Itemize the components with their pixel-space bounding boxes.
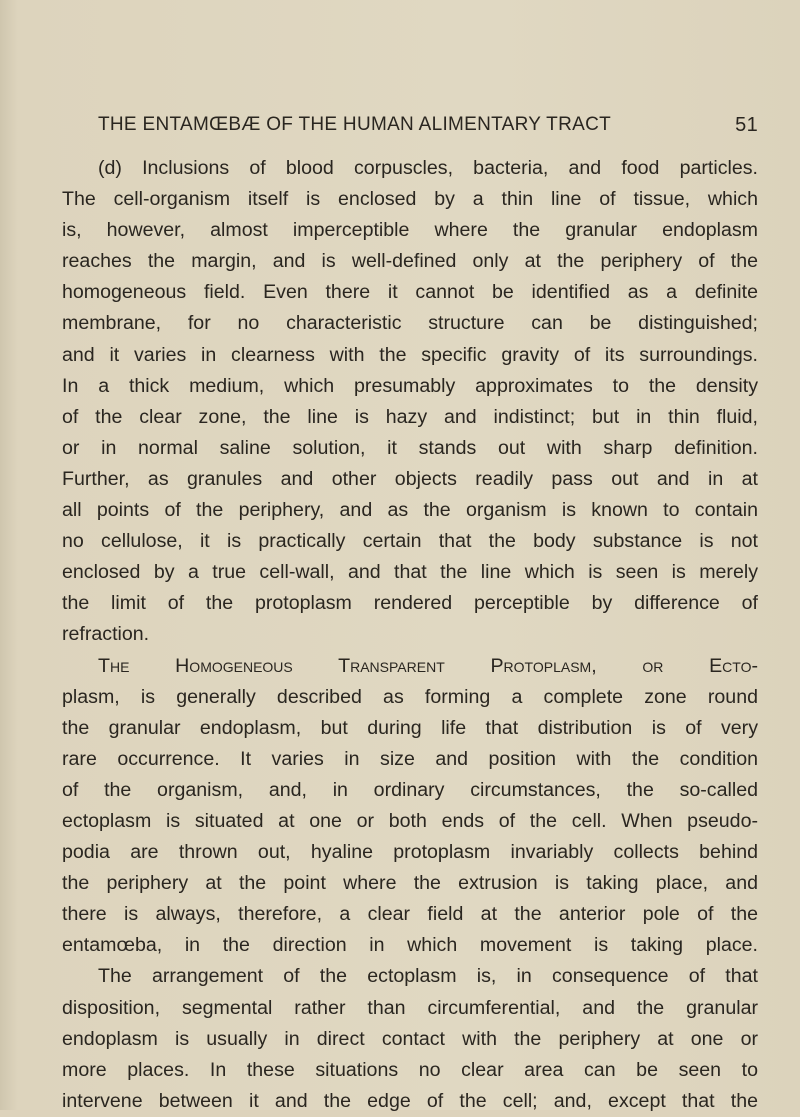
text-line: ectoplasm is situated at one or both ends of the cell. When pseudo- <box>62 809 758 832</box>
text-line: reaches the margin, and is well-defined only at the periphery of the <box>62 250 758 273</box>
page-number: 51 <box>735 114 758 136</box>
text-line: plasm, is generally described as forming a complete zone round <box>62 685 758 708</box>
text-line: of the organism, and, in ordinary circumstances, the so-called <box>62 778 758 801</box>
text-line: no cellulose, it is practically certain that the body substance is not <box>62 530 758 553</box>
text-line: The arrangement of the ectoplasm is, in consequence of that <box>98 965 758 988</box>
running-head-title: THE ENTAMŒBÆ OF THE HUMAN ALIMENTARY TRACT <box>98 114 611 135</box>
section-heading-line: The Homogeneous Transparent Protoplasm, or Ecto- <box>98 654 758 677</box>
text-line: the periphery at the point where the extrusion is taking place, and <box>62 872 758 895</box>
text-line: or in normal saline solution, it stands out with sharp definition. <box>62 436 758 459</box>
text-line: refraction. <box>62 623 150 646</box>
text-line: and it varies in clearness with the specific gravity of its surroundings. <box>62 343 758 366</box>
text-line: membrane, for no characteristic structure can be distinguished; <box>62 312 758 335</box>
text-line: (d) Inclusions of blood corpuscles, bacteria, and food particles. <box>98 157 758 179</box>
text-line: enclosed by a true cell-wall, and that the line which is seen is merely <box>62 561 758 584</box>
text-line: more places. In these situations no clear area can be seen to <box>62 1058 758 1081</box>
text-line: homogeneous field. Even there it cannot be identified as a definite <box>62 281 758 304</box>
text-line: rare occurrence. It varies in size and position with the condition <box>62 747 758 770</box>
text-line: podia are thrown out, hyaline protoplasm invariably collects behind <box>62 841 758 864</box>
body-text <box>62 153 758 1117</box>
text-line: intervene between it and the edge of the cell; and, except that the <box>62 1089 758 1112</box>
text-line: there is always, therefore, a clear field at the anterior pole of the <box>62 903 758 926</box>
text-line: endoplasm is usually in direct contact with the periphery at one or <box>62 1027 758 1050</box>
text-line: of the clear zone, the line is hazy and indistinct; but in thin fluid, <box>62 405 758 428</box>
running-header <box>98 112 758 138</box>
text-line: In a thick medium, which presumably approximates to the density <box>62 374 758 397</box>
text-line: disposition, segmental rather than circumferential, and the granular <box>62 996 758 1019</box>
text-line: entamœba, in the direction in which movement is taking place. <box>62 934 758 957</box>
text-line: the granular endoplasm, but during life that distribution is of very <box>62 716 758 739</box>
text-line: The cell-organism itself is enclosed by a thin line of tissue, which <box>62 188 758 211</box>
text-line: the limit of the protoplasm rendered perceptible by difference of <box>62 592 758 615</box>
text-line: is, however, almost imperceptible where the granular endoplasm <box>62 219 758 242</box>
text-line: all points of the periphery, and as the organism is known to contain <box>62 499 758 522</box>
text-line: Further, as granules and other objects readily pass out and in at <box>62 467 758 490</box>
